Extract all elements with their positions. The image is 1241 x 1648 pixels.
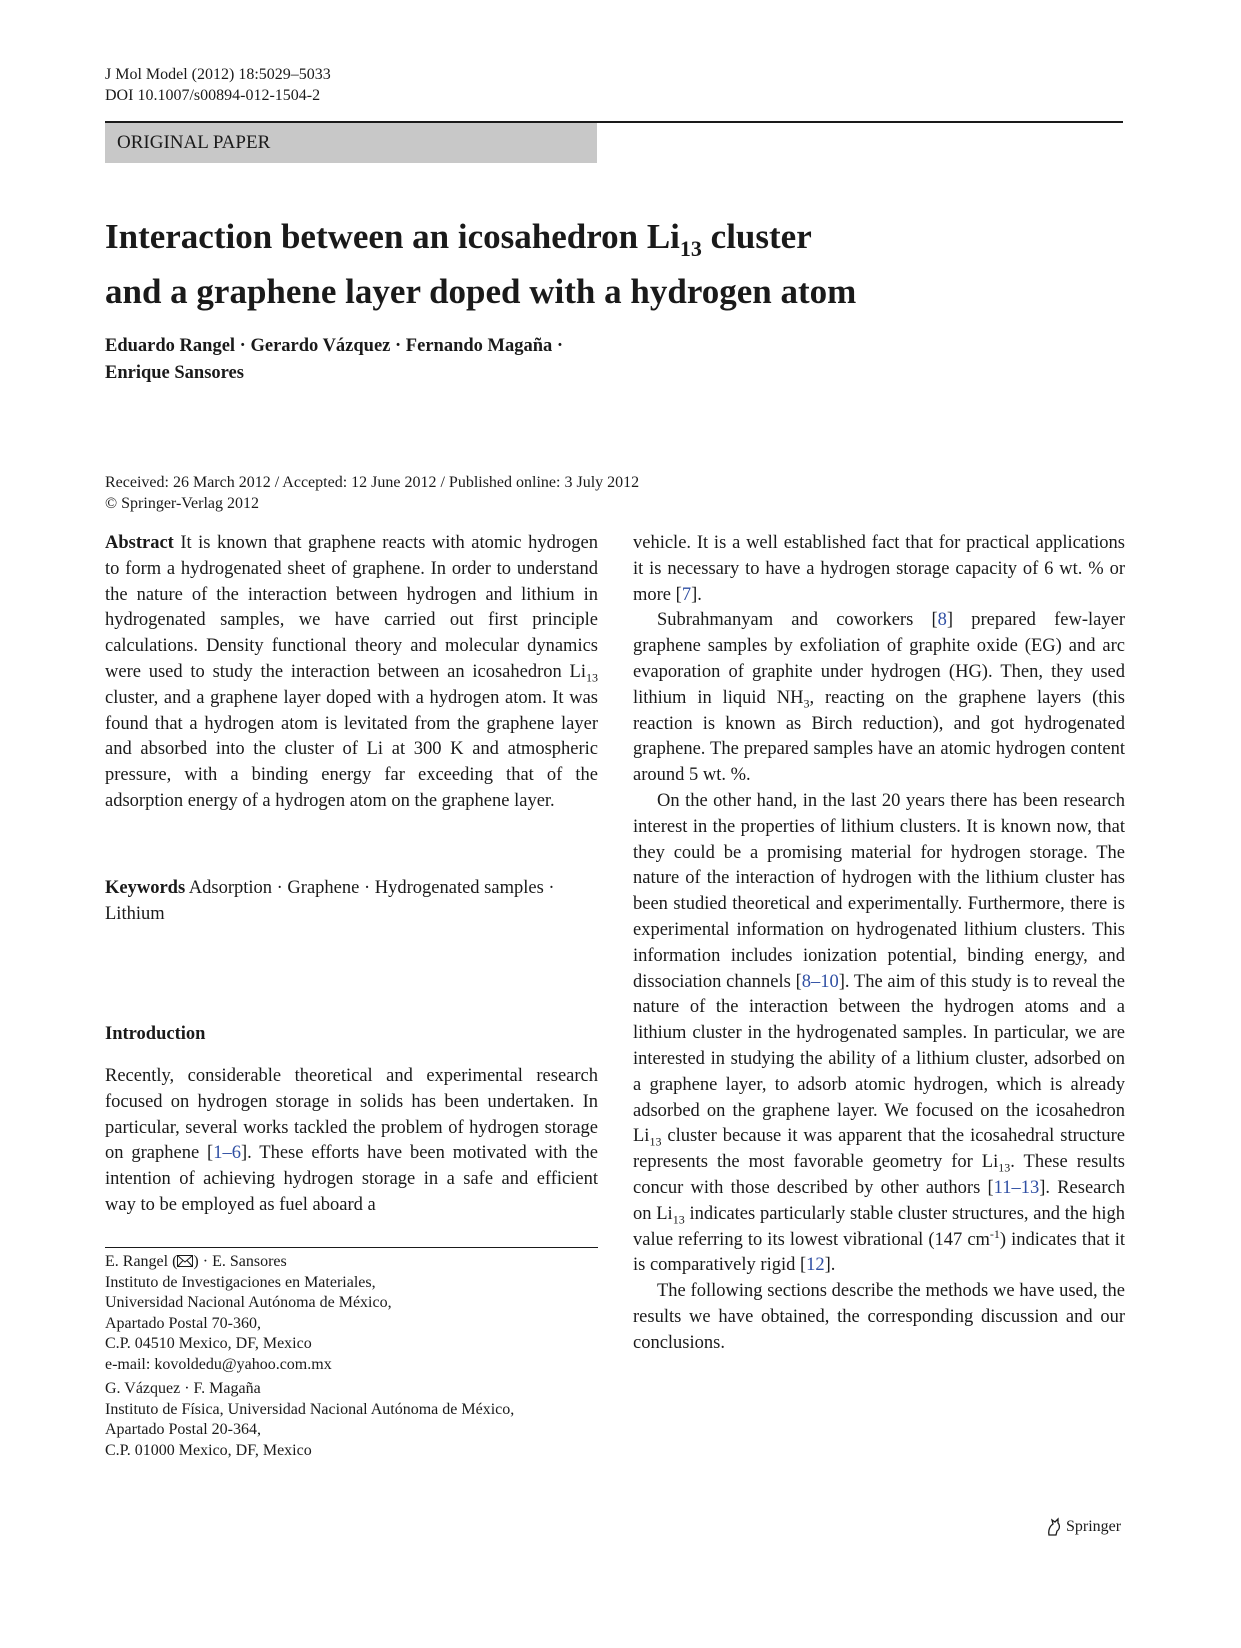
springer-horse-icon: [1045, 1517, 1063, 1537]
doi-line[interactable]: DOI 10.1007/s00894-012-1504-2: [105, 87, 321, 104]
intro-paragraph-1: Recently, considerable theoretical and experimental research focused on hydrogen storage in solids has been undertaken. In particular, several works tackled the problem of hydrogen storage on graphene [1–6]. These efforts have been motivated with the intention of achieving hydrogen storage in a safe and efficient way to be employed as fuel aboard a: [105, 1066, 598, 1215]
affiliation-1: E. Rangel ( ) · E. Sansores Instituto de Investigaciones en Materiales, Universidad Nacional Autónoma de México, Apartado Postal 70-360, C.P. 04510 Mexico, DF, Mexico e-mail: kovoldedu@yahoo.com.mx: [105, 1252, 625, 1375]
citation-link[interactable]: 7: [681, 584, 692, 605]
abstract-label: Abstract: [105, 533, 174, 553]
journal-line: J Mol Model (2012) 18:5029–5033: [105, 66, 331, 83]
author-line-1: Eduardo Rangel · Gerardo Vázquez · Fernando Magaña ·: [105, 336, 564, 356]
paragraph: The following sections describe the methods we have used, the results we have obtained, the corresponding discussion and our conclusions.: [633, 1281, 1125, 1353]
paragraph: Subrahmanyam and coworkers [8] prepared few-layer graphene samples by exfoliation of graphite oxide (EG) and arc evaporation of graphite under hydrogen (HG). Then, they used lithium in liquid $NH_3$, reacting on the graphene layers (this reaction is known as Birch reduction), and got hydrogenated graphene. The prepared samples have an atomic hydrogen content around 5 wt. %.: [633, 610, 1125, 786]
citation-link[interactable]: 8–10: [801, 971, 839, 992]
keywords: Keywords Adsorption · Graphene · Hydrogenated samples · Lithium: [105, 878, 555, 924]
publication-dates: [105, 472, 639, 514]
citation-link[interactable]: 11–13: [993, 1177, 1040, 1198]
envelope-icon: [177, 1255, 193, 1267]
email-link[interactable]: e-mail: kovoldedu@yahoo.com.mx: [105, 1355, 332, 1373]
received-accepted-published: Received: 26 March 2012 / Accepted: 12 June 2012 / Published online: 3 July 2012: [105, 474, 640, 491]
affiliation-2: G. Vázquez · F. Magaña Instituto de Física, Universidad Nacional Autónoma de México, Apartado Postal 20-364, C.P. 01000 Mexico, DF, Mexico: [105, 1380, 515, 1459]
paragraph-continued: vehicle. It is a well established fact that for practical applications it is necessary to have a hydrogen storage capacity of 6 wt. % or more [7].: [633, 533, 1125, 605]
journal-citation: [105, 64, 331, 106]
publisher-name: Springer: [1066, 1518, 1122, 1535]
citation-link[interactable]: 1–6: [213, 1143, 241, 1164]
keywords-label: Keywords: [105, 878, 186, 898]
citation-link[interactable]: 8: [937, 610, 947, 631]
copyright-line: © Springer-Verlag 2012: [105, 495, 260, 512]
author-list: [105, 333, 805, 387]
citation-link[interactable]: 12: [806, 1255, 825, 1276]
abstract: Abstract It is known that graphene reacts with atomic hydrogen to form a hydrogenated sheet of graphene. In order to understand the nature of the interaction between hydrogen and lithium in hydrogenated samples, we have carried out first principle calculations. Density functional theory and molecular dynamics were used to study the interaction between an icosahedron $Li_{13}$ cluster, and a graphene layer doped with a hydrogen atom. It was found that a hydrogen atom is levitated from the graphene layer and absorbed into the cluster of Li at 300 K and atmospheric pressure, with a binding energy far exceeding that of the adsorption energy of a hydrogen atom on the graphene layer.: [105, 533, 598, 811]
footnote-divider: [105, 1247, 598, 1248]
article-type-banner: ORIGINAL PAPER: [105, 123, 597, 163]
paper-title: Interaction between an icosahedron $Li_{13}$ cluster and a graphene layer doped with a hydrogen atom: [105, 217, 857, 311]
section-heading-introduction: Introduction: [105, 1024, 206, 1044]
author-line-2: Enrique Sansores: [105, 363, 244, 383]
right-column-text: [633, 531, 1125, 1357]
publisher-logo: [1045, 1517, 1121, 1537]
paragraph: On the other hand, in the last 20 years there has been research interest in the properties of lithium clusters. It is known now, that they could be a promising material for hydrogen storage. The nature of the interaction of hydrogen with the lithium cluster has been studied theoretical and experimentally. Furthermore, there is experimental information on hydrogenated lithium clusters. This information includes ionization potential, binding energy, and dissociation channels [8–10]. The aim of this study is to reveal the nature of the interaction between the hydrogen atoms and a lithium cluster in the hydrogenated samples. In particular, we are interested in studying the ability of a lithium cluster, adsorbed on a graphene layer, to adsorb atomic hydrogen, which is already adsorbed on the graphene layer. We focused on the icosahedron $Li_{13}$ cluster because it was apparent that the icosahedral structure represents the most favorable geometry for $Li_{13}$. These results concur with those described by other authors [11–13]. Research on $Li_{13}$ indicates particularly stable cluster structures, and the high value referring to its lowest vibrational (147 $cm^{-1}$) indicates that it is comparatively rigid [12].: [633, 790, 1126, 1276]
